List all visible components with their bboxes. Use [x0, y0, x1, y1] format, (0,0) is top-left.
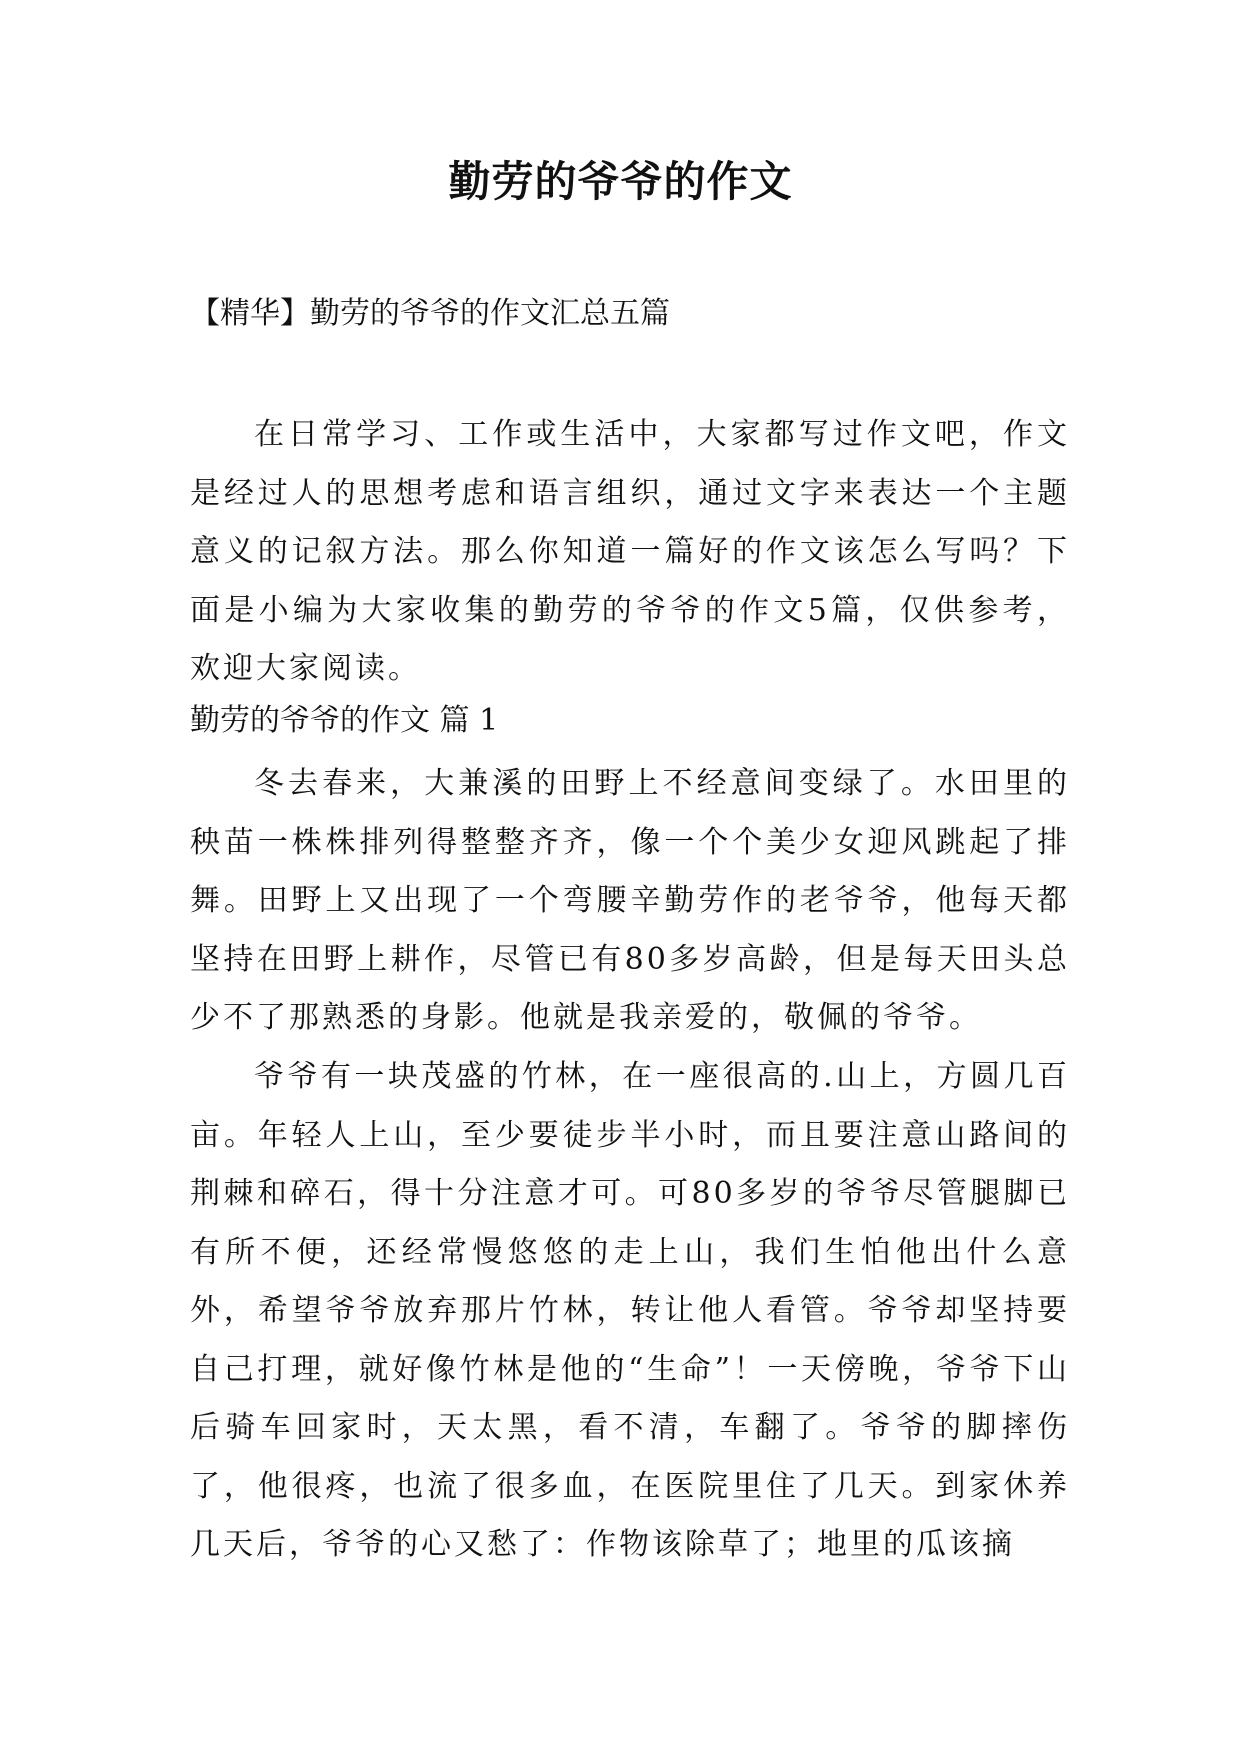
- body-paragraph-1: 冬去春来，大兼溪的田野上不经意间变绿了。水田里的秧苗一株株排列得整整齐齐，像一个个美少女迎风跳起了排舞。田野上又出现了一个弯腰辛勤劳作的老爷爷，他每天都坚持在田野上耕作，尽管已有80多岁高龄，但是每天田头总少不了那熟悉的身影。他就是我亲爱的，敬佩的爷爷。: [190, 766, 1070, 1035]
- document-title: 勤劳的爷爷的作文: [448, 157, 793, 206]
- intro-paragraph: 在日常学习、工作或生活中，大家都写过作文吧，作文是经过人的思想考虑和语言组织，通过文字来表达一个主题意义的记叙方法。那么你知道一篇好的作文该怎么写吗？下面是小编为大家收集的勤劳的爷爷的作文5篇，仅供参考，欢迎大家阅读。: [190, 417, 1070, 686]
- body-paragraph-2: 爷爷有一块茂盛的竹林，在一座很高的.山上，方圆几百亩。年轻人上山，至少要徒步半小时，而且要注意山路间的荆棘和碎石，得十分注意才可。可80多岁的爷爷尽管腿脚已有所不便，还经常慢悠悠的走上山，我们生怕他出什么意外，希望爷爷放弃那片竹林，转让他人看管。爷爷却坚持要自己打理，就好像竹林是他的“生命”！一天傍晚，爷爷下山后骑车回家时，天太黑，看不清，车翻了。爷爷的脚摔伤了，他很疼，也流了很多血，在医院里住了几天。到家休养几天后，爷爷的心又愁了：作物该除草了；地里的瓜该摘: [190, 1059, 1070, 1562]
- section-heading: 勤劳的爷爷的作文 篇 1: [190, 703, 499, 738]
- document-subtitle: 【精华】勤劳的爷爷的作文汇总五篇: [190, 296, 670, 331]
